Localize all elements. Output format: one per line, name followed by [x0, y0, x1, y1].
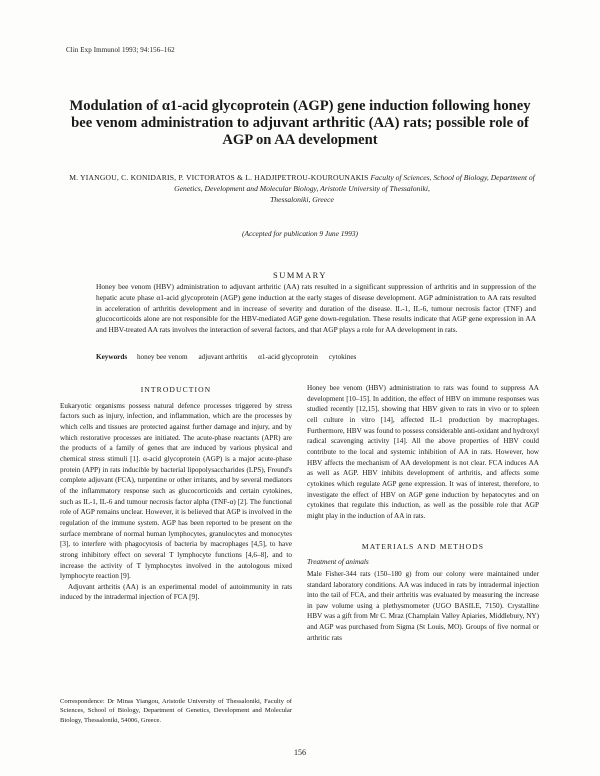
summary-heading: SUMMARY — [272, 271, 328, 280]
page-number: 156 — [294, 748, 306, 757]
accepted-date: (Accepted for publication 9 June 1993) — [242, 229, 358, 238]
keyword-item: adjuvant arthritis — [198, 353, 248, 361]
journal-reference: Clin Exp Immunol 1993; 94:156–162 — [66, 46, 175, 54]
left-column — [60, 383, 292, 603]
keyword-item: honey bee venom — [136, 353, 188, 361]
introduction-paragraph: Eukaryotic organisms possess natural defence processes triggered by stress factors such as injury, infection, and inflammation, which are the processes by which cells and tissues are protected against further damage and injury, and by which restorative processes are initiated. The acute-phase reactants (APR) are the products of a family of genes that are induced by various physical and chemical stress stimuli [1]. α-acid glycoprotein (AGP) is a major acute-phase protein (APP) in rats inducible by bacterial lipopolysaccharides (LPS), Freund's complete adjuvant (FCA), turpentine or other irritants, and by several mediators of the inflammatory response such as glucocorticoids and certain cytokines, such as IL-1, IL-6 and tumour necrosis factor alpha (TNF-α) [2]. The functional role of AGP remains unclear. However, it is believed that AGP is involved in the regulation of the immune system. AGP has been reported to be present on the surface membrane of normal human lymphocytes, granulocytes and monocytes [3], to interfere with phagocytosis of bacteria by macrophages [4,5], to have strong inhibitory effect on several T lymphocyte functions [4,6–8], and to increase the activity of T lymphocytes involved in the autologous mixed lymphocyte reaction [9]. — [60, 401, 292, 581]
correspondence-note: Correspondence: Dr Minas Yiangou, Aristotle University of Thessaloniki, Faculty of Sciences, School of Biology, Department of Genetics, Development and Molecular Biology, Thessaloniki, 54006, Greece. — [60, 698, 292, 724]
right-column — [307, 383, 539, 643]
animals-subheading: Treatment of animals — [307, 557, 369, 567]
summary-abstract: Honey bee venom (HBV) administration to adjuvant arthritic (AA) rats resulted in a significant suppression of arthritis and in suppression of the hepatic acute phase α1-acid glycoprotein (AGP) gene induction at the early stages of disease development. AGP administration to AA rats resulted in acceleration of arthritis development and in increase of severity and duration of the disease. IL-1, IL-6, tumour necrosis factor (TNF) and glucocorticoids alone are not responsible for the HBV-mediated AGP gene down-regulation. These results indicate that AGP gene expression in AA and HBV-treated AA rats involves the interaction of several factors, and that AGP plays a role for AA development in rats. — [96, 282, 536, 335]
keywords-line — [96, 353, 536, 361]
methods-heading: MATERIALS AND METHODS — [361, 541, 485, 551]
keywords-label: Keywords — [96, 353, 128, 361]
methods-paragraph: Male Fisher-344 rats (150–180 g) from our colony were maintained under standard laboratory conditions. AA was induced in rats by intradermal injection into the tail of FCA, and their arthritis was evaluated by measuring the increase in paw volume using a plethysmometer (UGO BASILE, 7150). Crystalline HBV was a gift from Mr C. Mraz (Champlain Valley Apiaries, Middlebury, NY) and AGP was purchased from Sigma (St Louis, MO). Groups of five normal or arthritic rats — [307, 569, 539, 642]
keyword-item: α1-acid glycoprotein — [258, 353, 319, 361]
author-block — [58, 172, 546, 205]
author-city: Thessaloniki, Greece — [270, 195, 334, 204]
author-affiliation: Faculty of Sciences, School of Biology, Department of Genetics, Development and Molecular Biology, Aristotle University of Thessaloniki, — [174, 173, 535, 193]
keyword-item: cytokines — [328, 353, 357, 361]
introduction-paragraph-2: Adjuvant arthritis (AA) is an experimental model of autoimmunity in rats induced by the intradermal injection of FCA [9]. — [60, 582, 292, 602]
introduction-heading: INTRODUCTION — [140, 385, 212, 394]
right-paragraph: Honey bee venom (HBV) administration to rats was found to suppress AA development [10–15]. In addition, the effect of HBV on immune responses was studied recently [12,15], showing that HBV given to rats in vivo or to spleen cell culture in vitro [14], affected IL-1 production by macrophages. Furthermore, HBV was found to possess considerable anti-oxidant and hydroxyl radical scavenging activity [14]. All the above properties of HBV could contribute to the local and systemic inhibition of AA in rats. However, how HBV affects the mechanism of AA development is not clear. FCA induces AA as well as AGP. HBV inhibits development of arthritis, and affects some cytokines which regulate AGP gene expression. It was of interest, therefore, to investigate the effect of HBV on AGP gene induction by hepatocytes and on cytokines that regulate this induction, as well as the possible role that AGP might play in the induction of AA in rats. — [307, 384, 539, 520]
author-names: M. YIANGOU, C. KONIDARIS, P. VICTORATOS & L. HADJIPETROU-KOUROUNAKIS — [69, 173, 369, 182]
article-title: Modulation of α1-acid glycoprotein (AGP) gene induction following honey bee venom administration to adjuvant arthritic (AA) rats; possible role of AGP on AA development — [69, 98, 531, 148]
